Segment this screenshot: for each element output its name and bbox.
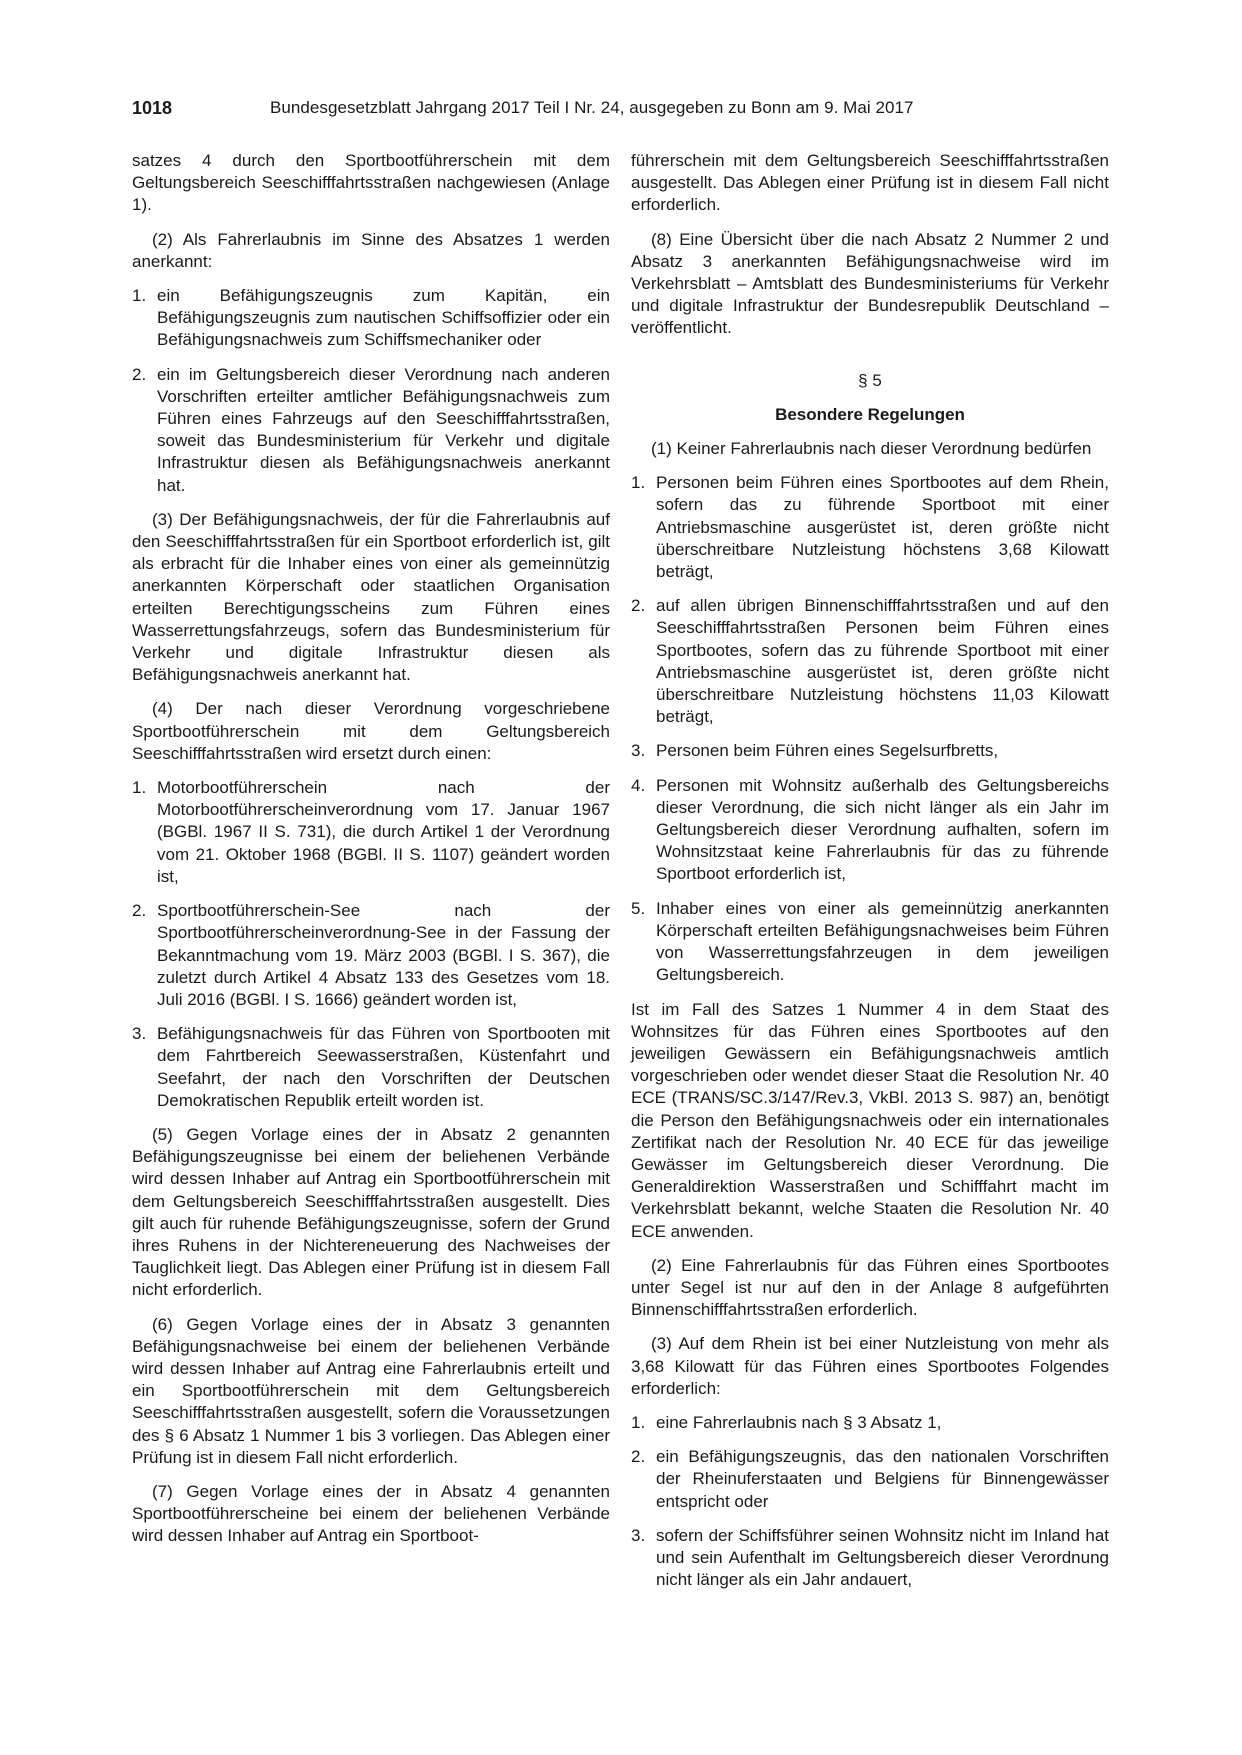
page-header xyxy=(132,98,1112,126)
paragraph-2: (2) Als Fahrerlaubnis im Sinne des Absatzes 1 werden anerkannt: xyxy=(132,229,610,271)
list-item xyxy=(132,364,610,497)
list-item-text: Sportbootführerschein-See nach der Sportbootführerscheinverordnung-See in der Fassung der Bekanntmachung vom 19. März 2003 (BGBl. I S. 367), die zuletzt durch Artikel 4 Absatz 133 des Gesetzes vom 18. Juli 2016 (BGBl. I S. 1666) geändert worden ist, xyxy=(157,901,610,1009)
paragraph-8: (8) Eine Übersicht über die nach Absatz 2 Nummer 2 und Absatz 3 anerkannten Befähigungsnachweise wird im Verkehrsblatt – Amtsblatt des Bundesministeriums für Verkehr und digitale Infrastruktur der Bundesrepublik Deutschland – veröffentlicht. xyxy=(631,229,1109,338)
list-item xyxy=(631,740,1109,762)
list-item xyxy=(631,1525,1109,1592)
list-item-text: Befähigungsnachweis für das Führen von Sportbooten mit dem Fahrtbereich Seewasserstraßen, Küstenfahrt und Seefahrt, der nach den Vorschriften der Deutschen Demokratischen Republik erteilt worden ist. xyxy=(157,1024,610,1110)
paragraph-4: (4) Der nach dieser Verordnung vorgeschriebene Sportbootführerschein mit dem Geltungsbereich Seeschifffahrtsstraßen wird ersetzt durch einen: xyxy=(132,699,610,763)
list-item-text: ein im Geltungsbereich dieser Verordnung nach anderen Vorschriften erteilter amtlicher Befähigungsnachweis zum Führen eines Fahrzeugs auf den Seeschifffahrtsstraßen, soweit das Bundesministerium für Verkehr und digitale Infrastruktur diesen als Befähigungsnachweis anerkannt hat. xyxy=(157,364,610,495)
paragraph-7: (7) Gegen Vorlage eines der in Absatz 4 genannten Sportbootführerscheine bei einem der beliehenen Verbände wird dessen Inhaber auf Antrag ein Sportboot- xyxy=(132,1481,610,1546)
section-paragraph-1-continuation: Ist im Fall des Satzes 1 Nummer 4 in dem Staat des Wohnsitzes für das Führen eines Sportbootes auf den jeweiligen Gewässern ein Befähigungsnachweis amtlich vorgeschrieben oder wendet dieser Staat die Resolution Nr. 40 ECE (TRANS/SC.3/147/Rev.3, VkBl. 2013 S. 987) an, benötigt die Person den Befähigungsnachweis oder ein internationales Zertifikat nach der Resolution Nr. 40 ECE für das jeweilige Gewässer im Geltungsbereich dieser Verordnung. Die Generaldirektion Wasserstraßen und Schifffahrt macht im Verkehrsblatt bekannt, welche Staaten die Resolution Nr. 40 ECE anwenden. xyxy=(631,999,1109,1241)
list-item-number: 3. xyxy=(631,1525,646,1545)
paragraph-5: (5) Gegen Vorlage eines der in Absatz 2 genannten Befähigungszeugnisse bei einem der beliehenen Verbände wird dessen Inhaber auf Antrag ein Sportbootführerschein mit dem Geltungsbereich Seeschifffahrtsstraßen ausgestellt. Dies gilt auch für ruhende Befähigungszeugnisse, sofern der Grund ihres Ruhens in der Nichtereneuerung des Nachweises der Tauglichkeit liegt. Das Ablegen einer Prüfung ist in diesem Fall nicht erforderlich. xyxy=(132,1124,610,1300)
list-item-text: Motorbootführerschein nach der Motorbootführerscheinverordnung vom 17. Januar 1967 (BGBl. 1967 II S. 731), die durch Artikel 1 der Verordnung vom 21. Oktober 1968 (BGBl. II S. 1107) geändert worden ist, xyxy=(157,778,610,886)
section-number: § 5 xyxy=(858,370,882,390)
header-title: Bundesgesetzblatt Jahrgang 2017 Teil I Nr. 24, ausgegeben zu Bonn am 9. Mai 2017 xyxy=(270,98,914,117)
list-item-number: 2. xyxy=(631,1447,646,1467)
list-item-text: auf allen übrigen Binnenschifffahrtsstraßen und auf den Seeschifffahrtsstraßen Personen beim Führen eines Sportbootes, sofern das zu führende Sportboot mit einer Antriebsmaschine ausgerüstet ist, deren größte nicht überschreitbare Nutzleistung höchstens 11,03 Kilowatt beträgt, xyxy=(656,596,1109,727)
paragraph-continuation: führerschein mit dem Geltungsbereich Seeschifffahrtsstraßen ausgestellt. Das Ablegen einer Prüfung ist in diesem Fall nicht erforderlich. xyxy=(631,151,1109,215)
left-column xyxy=(132,150,610,1560)
list-item xyxy=(132,1023,610,1112)
list-item-number: 1. xyxy=(132,286,147,306)
list-item-number: 2. xyxy=(631,596,646,616)
section-paragraph-1: (1) Keiner Fahrerlaubnis nach dieser Verordnung bedürfen xyxy=(651,439,1092,459)
list-item-text: Personen beim Führen eines Sportbootes auf dem Rhein, sofern das zu führende Sportboot mit einer Antriebsmaschine ausgerüstet ist, deren größte nicht überschreitbare Nutzleistung höchstens 3,68 Kilowatt beträgt, xyxy=(656,473,1109,582)
list-item xyxy=(132,777,610,888)
paragraph-continuation: satzes 4 durch den Sportbootführerschein mit dem Geltungsbereich Seeschifffahrtsstraßen nachgewiesen (Anlage 1). xyxy=(132,151,610,215)
section-paragraph-2: (2) Eine Fahrerlaubnis für das Führen eines Sportbootes unter Segel ist nur auf den in der Anlage 8 aufgeführten Binnenschifffahrtsstraßen erforderlich. xyxy=(631,1255,1109,1320)
section-heading: Besondere Regelungen xyxy=(775,404,965,424)
list-item xyxy=(132,285,610,352)
list-item-number: 2. xyxy=(132,364,147,384)
paragraph-6: (6) Gegen Vorlage eines der in Absatz 3 genannten Befähigungsnachweise bei einem der beliehenen Verbände wird dessen Inhaber auf Antrag eine Fahrerlaubnis erteilt und ein Sportbootführerschein mit dem Geltungsbereich Seeschifffahrtsstraßen ausgestellt, sofern die Voraussetzungen des § 6 Absatz 1 Nummer 1 bis 3 vorliegen. Das Ablegen einer Prüfung ist in diesem Fall nicht erforderlich. xyxy=(132,1314,610,1467)
list-item-text: sofern der Schiffsführer seinen Wohnsitz nicht im Inland hat und sein Aufenthalt im Geltungsbereich dieser Verordnung nicht länger als ein Jahr andauert, xyxy=(656,1525,1109,1590)
list-item-number: 1. xyxy=(132,778,147,798)
list-item xyxy=(631,1446,1109,1513)
page-number: 1018 xyxy=(132,98,173,118)
list-item-number: 1. xyxy=(631,473,646,493)
list-item-number: 3. xyxy=(631,741,646,761)
list-item xyxy=(631,898,1109,987)
list-item-number: 4. xyxy=(631,775,646,795)
list-item-number: 3. xyxy=(132,1024,147,1044)
list-item xyxy=(631,1412,1109,1434)
list-item-text: Personen beim Führen eines Segelsurfbretts, xyxy=(656,741,999,761)
list-item-text: Inhaber eines von einer als gemeinnützig anerkannten Körperschaft erteilten Befähigungsnachweises beim Führen von Wasserrettungsfahrzeugen in dem jeweiligen Geltungsbereich. xyxy=(656,898,1109,985)
list-item xyxy=(132,900,610,1011)
list-item xyxy=(631,472,1109,583)
list-item-text: Personen mit Wohnsitz außerhalb des Geltungsbereichs dieser Verordnung, die sich nicht länger als ein Jahr im Geltungsbereich dieser Verordnung aufhalten, sofern im Wohnsitzstaat keine Fahrerlaubnis für das zu führende Sportboot erforderlich ist, xyxy=(656,775,1109,884)
section-paragraph-3: (3) Auf dem Rhein ist bei einer Nutzleistung von mehr als 3,68 Kilowatt für das Führen eines Sportbootes Folgendes erforderlich: xyxy=(631,1334,1109,1398)
list-item-text: ein Befähigungszeugnis zum Kapitän, ein Befähigungszeugnis zum nautischen Schiffsoffizier oder ein Befähigungsnachweis zum Schiffsmechaniker oder xyxy=(157,286,610,350)
list-item-number: 1. xyxy=(631,1412,646,1432)
right-column xyxy=(631,150,1109,1603)
list-item xyxy=(631,595,1109,728)
list-item-number: 2. xyxy=(132,901,147,921)
list-item-number: 5. xyxy=(631,898,646,918)
list-item-text: ein Befähigungszeugnis, das den nationalen Vorschriften der Rheinuferstaaten und Belgiens für Binnengewässer entspricht oder xyxy=(656,1447,1109,1511)
list-item-text: eine Fahrerlaubnis nach § 3 Absatz 1, xyxy=(656,1412,942,1432)
list-item xyxy=(631,775,1109,886)
paragraph-3: (3) Der Befähigungsnachweis, der für die Fahrerlaubnis auf den Seeschifffahrtsstraßen für ein Sportboot erforderlich ist, gilt als erbracht für die Inhaber eines von einer als gemeinnützig anerkannten Körperschaft oder staatlichen Organisation erteilten Berechtigungsscheins zum Führen eines Wasserrettungsfahrzeugs, sofern das Bundesministerium für Verkehr und digitale Infrastruktur diesen als Befähigungsnachweis anerkannt hat. xyxy=(132,509,610,685)
